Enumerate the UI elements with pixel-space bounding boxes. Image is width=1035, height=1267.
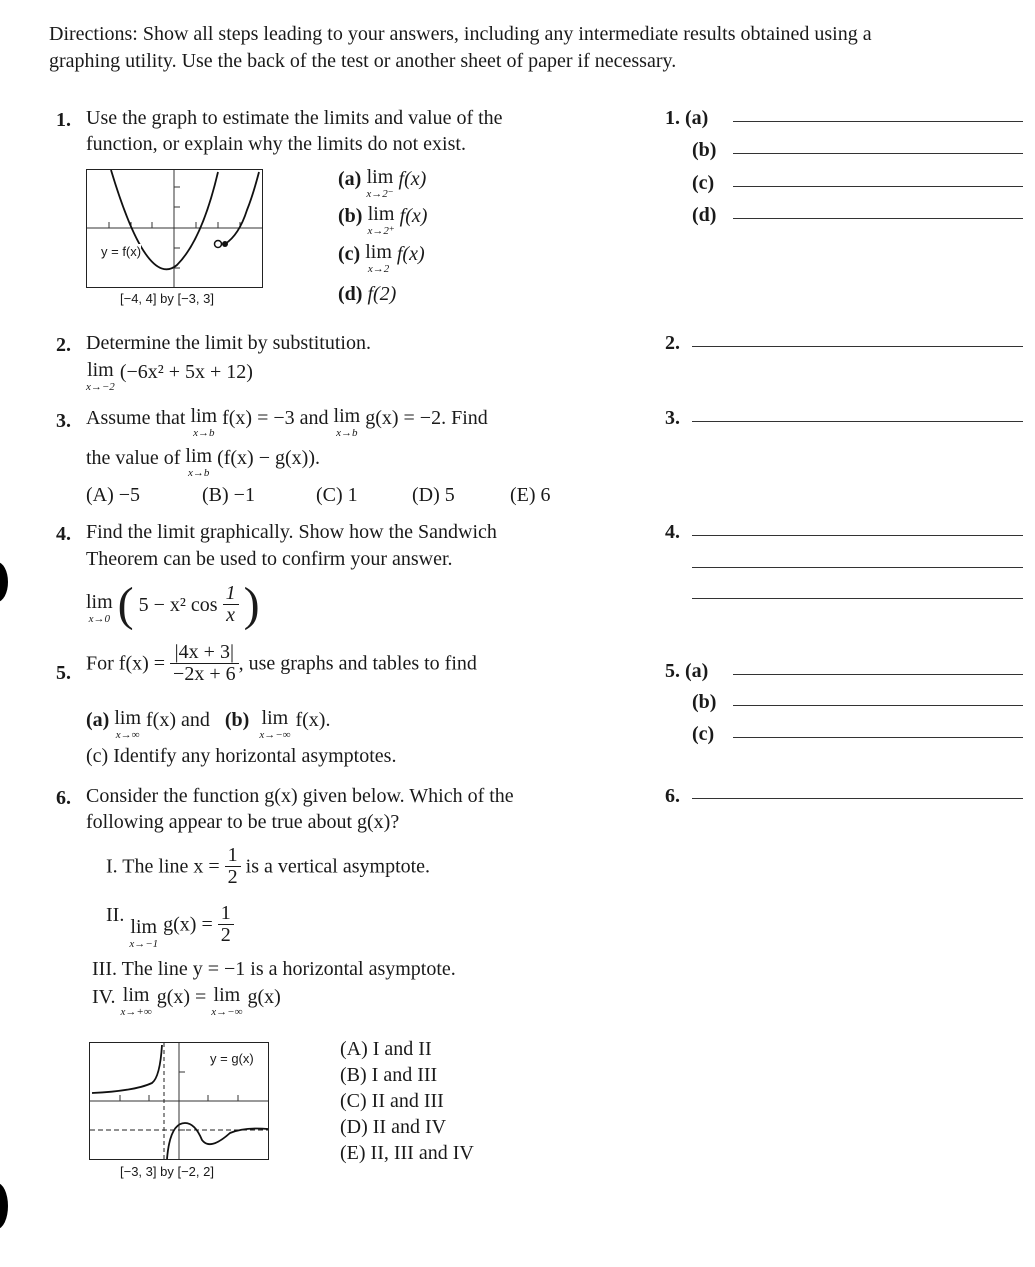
q6-graph-window: [−3, 3] by [−2, 2] [120,1164,214,1179]
q4-answer-blank-3[interactable] [692,598,1023,599]
q5-answer-b-label: (b) [692,691,717,713]
q5-answer-a-label: 5. (a) [665,660,709,682]
q1-answer-a-blank[interactable] [733,121,1023,122]
hole-punch-mark-top [0,562,8,602]
q4-expression: lim x→0 ( 5 − x² cos $\frac{1}{x}$ ) [86,578,260,631]
q3-choice-b[interactable]: (B) −1 [202,484,255,506]
q6-text-line-2: following appear to be true about g(x)? [86,811,400,833]
q6-choice-c[interactable]: (C) II and III [340,1090,444,1112]
q3-line-1: Assume that lim x→b f(x) = −3 and lim x→b g(x) = −2. Find [86,405,488,439]
directions-line-2: graphing utility. Use the back of the test or another sheet of paper if necessary. [49,50,677,72]
q4-number: 4. [56,523,71,545]
q3-lim-g: lim x→b [333,405,361,439]
q5-line-2: (a) lim x→∞ f(x) and (b) lim x→−∞ f(x). [86,707,331,741]
q4-text-line-2: Theorem can be used to confirm your answer. [86,548,453,570]
q1-answer-b-blank[interactable] [733,153,1023,154]
q1-answer-c-blank[interactable] [733,186,1023,187]
q1-answer-a-label: 1. (a) [665,107,709,129]
q1-answer-c-label: (c) [692,172,715,194]
q2-text: Determine the limit by substitution. [86,332,371,354]
q3-choice-a[interactable]: (A) −5 [86,484,141,506]
q3-line-2: the value of lim x→b (f(x) − g(x)). [86,445,320,479]
q3-answer-blank[interactable] [692,421,1023,422]
q3-lim-diff: lim x→b [185,445,213,479]
q6-answer-blank[interactable] [692,798,1023,799]
q4-lim: lim x→0 [86,591,113,625]
q1-answer-d-blank[interactable] [733,218,1023,219]
q6-statement-1: I. The line x = $\frac{1}{2}$ is a vertical asymptote. [106,844,431,888]
q2-expression: lim x→−2 (−6x² + 5x + 12) [86,359,253,393]
q6-text-line-1: Consider the function g(x) given below. Which of the [86,785,514,807]
q6-choice-b[interactable]: (B) I and III [340,1064,438,1086]
q2-answer-blank[interactable] [692,346,1023,347]
q3-choice-e[interactable]: (E) 6 [510,484,551,506]
q6-s2-fraction: $\frac{1}{2}$ [218,903,234,946]
q1-graph [86,169,263,288]
q6-s2-lim: lim x→−1 [129,916,159,950]
q6-answer-label: 6. [665,785,680,807]
q5-line-1: For f(x) = $\frac{|4x + 3|}{-2x + 6}$ , use graphs and tables to find [86,641,477,685]
q1-part-b: (b) lim x→2⁺ f(x) [338,203,428,237]
q5-answer-a-blank[interactable] [733,674,1023,675]
q5-answer-c-blank[interactable] [733,737,1023,738]
q5-lim-b: lim x→−∞ [259,707,291,741]
q4-answer-label: 4. [665,521,680,543]
q5-answer-c-label: (c) [692,723,715,745]
q5-fraction: $\frac{|4x + 3|}{-2x + 6}$ [170,642,239,685]
q1-graph-window: [−4, 4] by [−3, 3] [120,291,214,306]
q1-part-c: (c) lim x→2 f(x) [338,241,425,275]
q1-part-a: (a) lim x→2⁻ f(x) [338,166,427,200]
q4-answer-blank-2[interactable] [692,567,1023,568]
q5-answer-b-blank[interactable] [733,705,1023,706]
q6-choice-d[interactable]: (D) II and IV [340,1116,447,1138]
q2-answer-label: 2. [665,332,680,354]
q1-part-a-lim: lim x→2⁻ [366,166,394,200]
q2-lim: lim x→−2 [86,359,115,393]
hole-punch-mark-bottom [0,1183,8,1229]
q1-answer-b-label: (b) [692,139,717,161]
q6-s1-fraction: $\frac{1}{2}$ [225,845,241,888]
q4-answer-blank-1[interactable] [692,535,1023,536]
q1-part-b-lim: lim x→2⁺ [367,203,395,237]
q6-statement-4: IV. lim x→+∞ g(x) = lim x→−∞ g(x) [92,984,281,1018]
q6-s4-lim-1: lim x→+∞ [120,984,152,1018]
q4-text-line-1: Find the limit graphically. Show how the Sandwich [86,521,497,543]
q6-graph [89,1042,269,1160]
q1-text-line-2: function, or explain why the limits do not exist. [86,133,466,155]
q6-s4-lim-2: lim x→−∞ [211,984,243,1018]
directions-line-1: Directions: Show all steps leading to your answers, including any intermediate results obtained using a [49,23,872,45]
q5-lim-a: lim x→∞ [114,707,141,741]
q2-number: 2. [56,334,71,356]
q5-number: 5. [56,662,71,684]
q1-graph-svg [87,170,262,287]
q1-answer-d-label: (d) [692,204,717,226]
q6-statement-3: III. The line y = −1 is a horizontal asymptote. [92,958,456,980]
q3-lim-f: lim x→b [190,405,218,439]
q1-graph-label: y = f(x) [101,244,142,259]
q1-part-c-lim: lim x→2 [365,241,392,275]
q1-text-line-1: Use the graph to estimate the limits and value of the [86,107,503,129]
q1-part-d: (d) f(2) [338,283,397,305]
q6-graph-label: y = g(x) [210,1051,254,1066]
q3-choice-d[interactable]: (D) 5 [412,484,455,506]
q6-number: 6. [56,787,71,809]
q6-choice-e[interactable]: (E) II, III and IV [340,1142,474,1164]
q3-answer-label: 3. [665,407,680,429]
q3-number: 3. [56,410,71,432]
q1-number: 1. [56,109,71,131]
q6-choice-a[interactable]: (A) I and II [340,1038,432,1060]
q6-statement-2: II. lim x→−1 g(x) = $\frac{1}{2}$ [106,903,234,950]
q4-fraction: $\frac{1}{x}$ [223,583,239,626]
q5-part-c: (c) Identify any horizontal asymptotes. [86,745,397,767]
q3-choice-c[interactable]: (C) 1 [316,484,358,506]
